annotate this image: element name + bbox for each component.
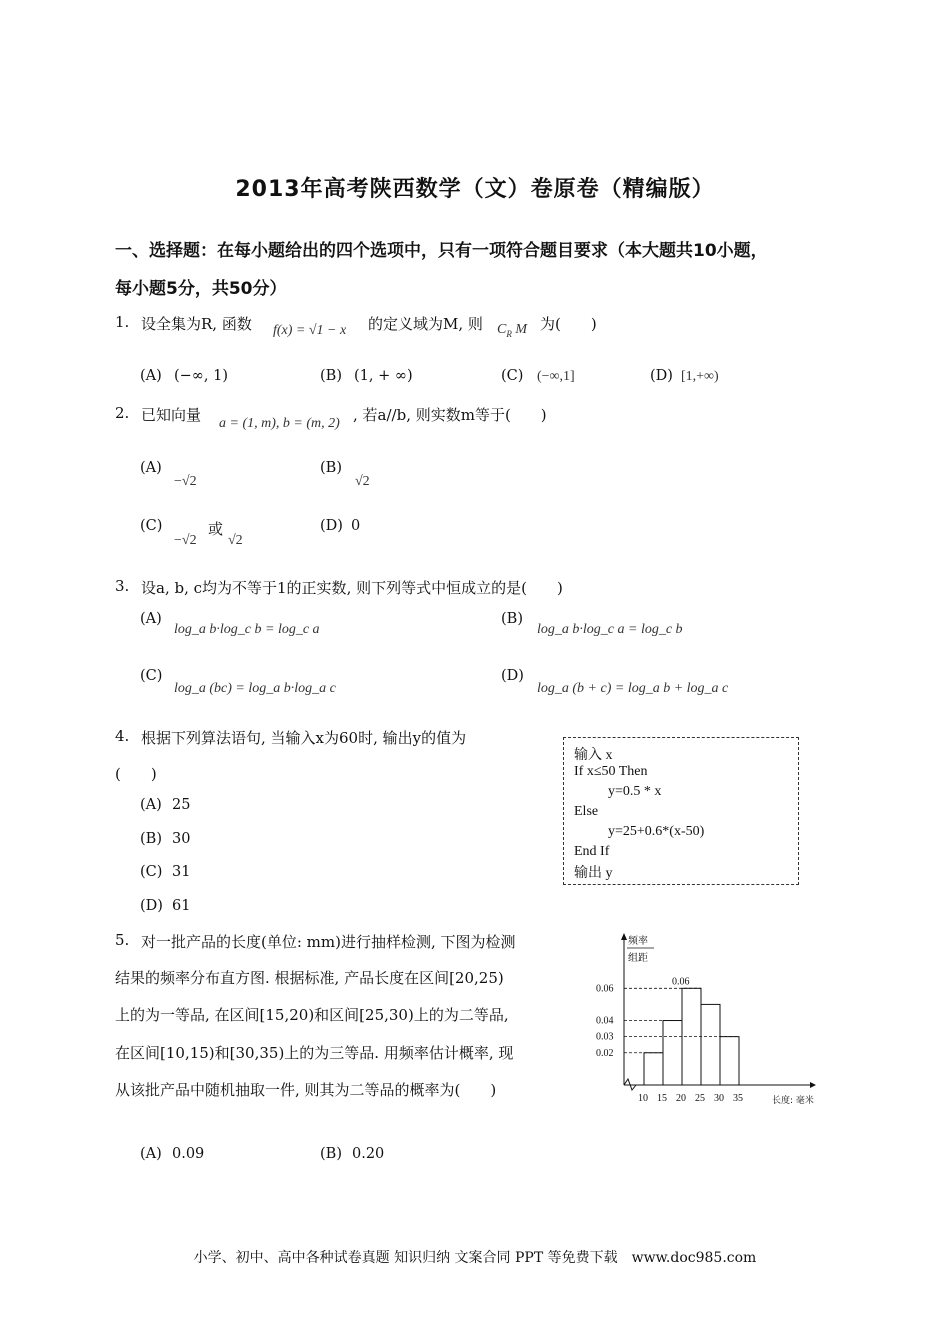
q1-complement xyxy=(497,322,527,339)
q4-option-c-label: (C) xyxy=(140,864,163,880)
y-axis-label-bottom: 组距 xyxy=(628,953,648,964)
q4-option-b-label: (B) xyxy=(140,831,162,847)
q1-number: 1. xyxy=(115,313,130,331)
q1-option-a: (−∞, 1) xyxy=(174,368,228,384)
q2-option-b-label: (B) xyxy=(320,460,342,476)
algorithm-line: y=0.5 * x xyxy=(608,784,662,799)
algorithm-line: If x≤50 Then xyxy=(574,764,648,779)
histogram-bar xyxy=(644,1053,663,1085)
q3-number: 3. xyxy=(115,577,130,595)
q5-line-2: 结果的频率分布直方图. 根据标准, 产品长度在区间[20,25) xyxy=(115,969,504,987)
histogram-bar xyxy=(720,1037,739,1085)
q3-option-c: log_a (bc) = log_a b·log_a c xyxy=(174,681,336,696)
q4-option-d: 61 xyxy=(172,898,191,914)
q4-option-c: 31 xyxy=(172,864,191,880)
x-tick-label: 35 xyxy=(733,1093,743,1104)
q1-text-1: 设全集为R, 函数 xyxy=(141,315,252,333)
histogram-bar xyxy=(663,1021,682,1085)
q2-option-d: 0 xyxy=(351,518,361,534)
q3-option-d-label: (D) xyxy=(501,668,524,684)
x-tick-label: 20 xyxy=(676,1093,686,1104)
q3-option-a: log_a b·log_c b = log_c a xyxy=(174,622,320,637)
x-axis-label: 长度: 毫米 xyxy=(772,1096,814,1106)
footer: 小学、初中、高中各种试卷真题 知识归纳 文案合同 PPT 等免费下载 www.doc985.com xyxy=(193,1250,757,1266)
q1-complement-m: M xyxy=(515,322,528,337)
q2-option-c-or: 或 xyxy=(208,520,224,538)
q3-option-b-label: (B) xyxy=(501,611,523,627)
q5-option-b-label: (B) xyxy=(320,1146,342,1162)
q4-option-a-label: (A) xyxy=(140,797,162,813)
algorithm-box xyxy=(563,737,799,885)
x-tick-label: 15 xyxy=(657,1093,667,1104)
q1-option-d-label: (D) xyxy=(650,368,673,384)
q4-number: 4. xyxy=(115,727,130,745)
q2-option-d-label: (D) xyxy=(320,518,343,534)
q2-option-c-label: (C) xyxy=(140,518,163,534)
q3-option-c-label: (C) xyxy=(140,668,163,684)
q4-option-a: 25 xyxy=(172,797,191,813)
q1-option-d: [1,+∞) xyxy=(681,369,719,384)
q1-complement-sub: R xyxy=(506,328,512,339)
peak-annotation: 0.06 xyxy=(672,976,690,988)
y-tick-label: 0.06 xyxy=(596,983,614,995)
q1-option-a-label: (A) xyxy=(140,368,162,384)
q5-line-4: 在区间[10,15)和[30,35)上的为三等品. 用频率估计概率, 现 xyxy=(115,1044,514,1062)
q4-paren: ( ) xyxy=(115,765,157,783)
q1-option-c-label: (C) xyxy=(501,368,524,384)
y-tick-label: 0.02 xyxy=(596,1047,614,1059)
q2-text-2: , 若a//b, 则实数m等于( ) xyxy=(353,406,547,424)
q4-text: 根据下列算法语句, 当输入x为60时, 输出y的值为 xyxy=(141,729,467,747)
q4-option-d-label: (D) xyxy=(140,898,163,914)
algorithm-line: 输入 x xyxy=(574,748,613,763)
q2-option-b: √2 xyxy=(355,474,370,489)
q5-line-1: 对一批产品的长度(单位: mm)进行抽样检测, 下图为检测 xyxy=(141,933,516,951)
q1-text-2: 的定义域为M, 则 xyxy=(368,315,483,333)
q1-complement-c: C xyxy=(497,322,507,337)
algorithm-line: Else xyxy=(574,804,599,819)
q5-option-a: 0.09 xyxy=(172,1146,205,1162)
page-title: 2013年高考陕西数学（文）卷原卷（精编版） xyxy=(235,177,715,202)
q2-option-c-part2: √2 xyxy=(228,533,243,548)
y-tick-label: 0.03 xyxy=(596,1031,614,1043)
q4-option-b: 30 xyxy=(172,831,191,847)
q3-option-d: log_a (b + c) = log_a b + log_a c xyxy=(537,681,729,696)
section-heading-line1: 一、选择题：在每小题给出的四个选项中，只有一项符合题目要求（本大题共10小题， xyxy=(115,241,768,261)
algorithm-line: y=25+0.6*(x-50) xyxy=(608,824,705,839)
section-heading-line2: 每小题5分，共50分） xyxy=(115,279,287,299)
q1-text-3: 为( ) xyxy=(540,315,597,333)
q2-option-c-part1: −√2 xyxy=(174,533,197,548)
y-axis-label-top: 频率 xyxy=(628,936,648,947)
algorithm-line: End If xyxy=(574,844,610,859)
q5-option-b: 0.20 xyxy=(352,1146,385,1162)
q2-option-a-label: (A) xyxy=(140,460,162,476)
q2-option-a: −√2 xyxy=(174,474,197,489)
q2-formula: a = (1, m), b = (m, 2) xyxy=(219,416,340,431)
q5-number: 5. xyxy=(115,931,130,949)
x-tick-label: 25 xyxy=(695,1093,705,1104)
q2-number: 2. xyxy=(115,404,130,422)
x-axis-arrow xyxy=(810,1082,816,1088)
x-tick-label: 10 xyxy=(638,1093,648,1104)
y-axis-arrow xyxy=(621,933,627,940)
q3-option-a-label: (A) xyxy=(140,611,162,627)
q2-text-1: 已知向量 xyxy=(141,406,202,424)
histogram-bar xyxy=(701,1004,720,1085)
y-tick-label: 0.04 xyxy=(596,1015,614,1027)
q1-option-b: (1, + ∞) xyxy=(354,368,413,384)
q1-option-b-label: (B) xyxy=(320,368,342,384)
q5-line-3: 上的为一等品, 在区间[15,20)和区间[25,30)上的为二等品, xyxy=(115,1006,509,1024)
q3-text: 设a, b, c均为不等于1的正实数, 则下列等式中恒成立的是( ) xyxy=(141,579,563,597)
q5-option-a-label: (A) xyxy=(140,1146,162,1162)
algorithm-line: 输出 y xyxy=(574,866,613,881)
q3-option-b: log_a b·log_c a = log_c b xyxy=(537,622,683,637)
q1-option-c: (−∞,1] xyxy=(537,369,575,384)
q5-line-5: 从该批产品中随机抽取一件, 则其为二等品的概率为( ) xyxy=(115,1081,497,1099)
frequency-histogram xyxy=(590,930,840,1110)
q1-formula: f(x) = √1 − x xyxy=(273,323,347,338)
x-tick-label: 30 xyxy=(714,1093,724,1104)
